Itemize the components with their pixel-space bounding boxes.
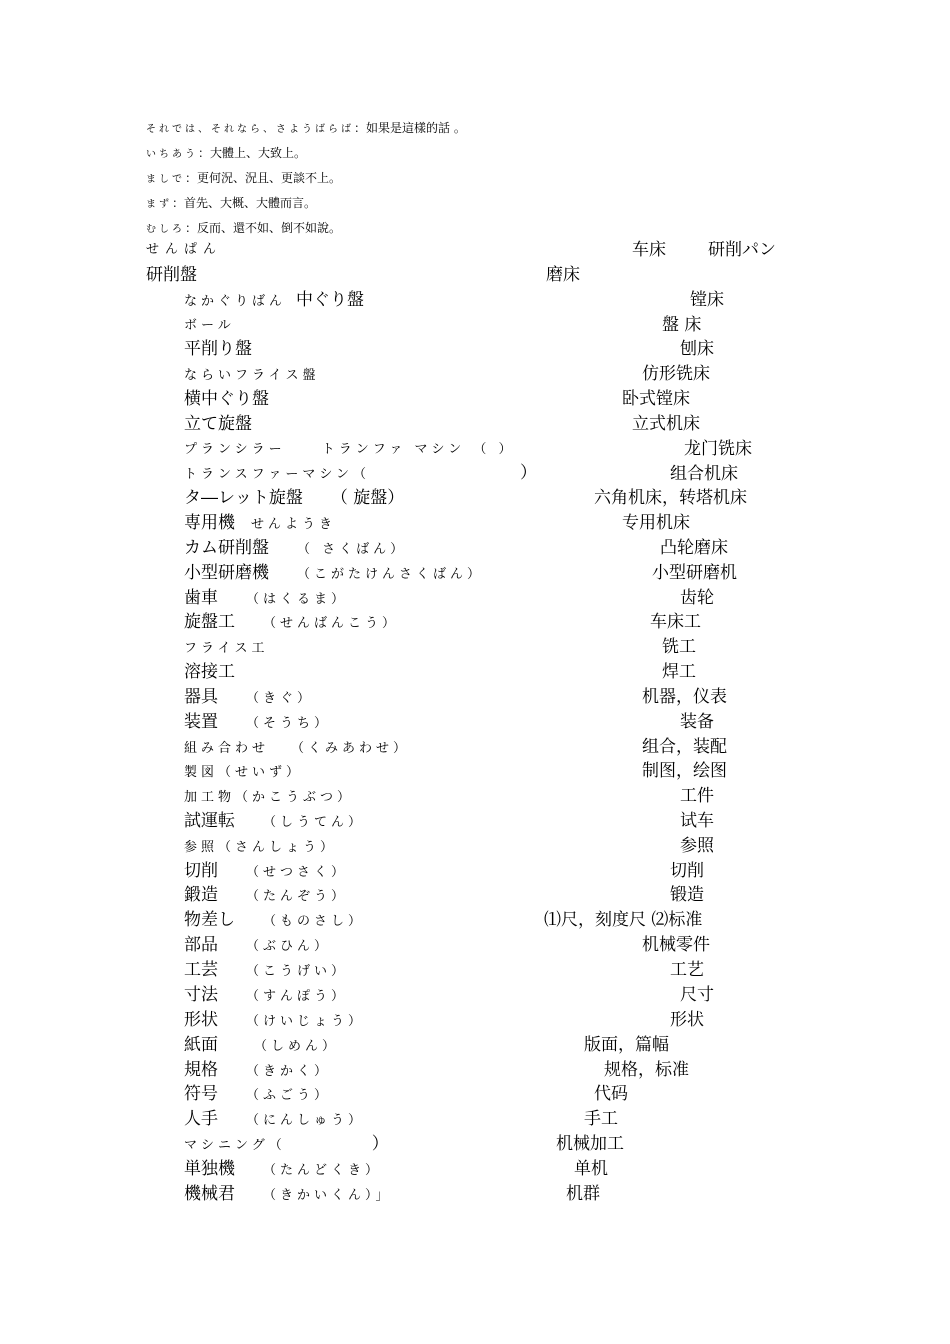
vocab-row: 旋盤工 （せんばんこう） [184, 612, 400, 632]
vocab-row: 器具 （きぐ） [184, 687, 315, 707]
vocab-meaning: 机器，仪表 [642, 687, 727, 707]
vocab-row: 横中ぐり盤 [184, 389, 269, 409]
vocab-row: 単独機 （たんどくき） [184, 1159, 383, 1179]
vocab-meaning: 龙门铣床 [684, 439, 752, 459]
vocab-meaning: 试车 [680, 811, 714, 831]
intro-line: それでは、それなら、さようばらば：如果是這樣的話 。 [146, 121, 466, 135]
vocab-meaning: 立式机床 [632, 414, 700, 434]
vocab-row: 専用機 せんようき [184, 513, 337, 533]
vocab-row: フライス工 [184, 641, 269, 656]
vocab-row: 製図（せいず） [184, 765, 304, 780]
vocab-meaning: 盤 床 [662, 315, 702, 335]
vocab-meaning: 齿轮 [680, 588, 714, 608]
vocab-meaning: 凸轮磨床 [660, 538, 728, 558]
vocab-meaning: 仿形铣床 [642, 364, 710, 384]
vocab-meaning: 专用机床 [622, 513, 690, 533]
vocab-row: カム研削盤 （ さくばん） [184, 538, 408, 558]
vocab-row: 歯車 （はくるま） [184, 588, 349, 608]
vocab-row: 試運転 （しうてん） [184, 811, 366, 831]
vocab-meaning: 尺寸 [680, 985, 714, 1005]
senban-reading: せんぱん [146, 242, 223, 257]
vocab-row: ならいフライス盤 [184, 368, 320, 383]
vocab-row: プランシラー トランファ マシン （ ） [184, 442, 516, 457]
vocab-meaning: 机械零件 [642, 935, 710, 955]
vocab-meaning: 装备 [680, 712, 714, 732]
vocab-meaning: 形状 [670, 1010, 704, 1030]
vocab-row: トランスファーマシン（ ） [184, 463, 538, 483]
vocab-meaning: 工件 [680, 786, 714, 806]
grinder-kana: 研削パン [708, 240, 776, 260]
grinder-term: 磨床 [546, 265, 580, 285]
vocab-meaning: 车床工 [650, 612, 701, 632]
vocab-row: 物差し （ものさし） [184, 910, 366, 930]
vocab-meaning: 工艺 [670, 960, 704, 980]
vocab-meaning: 参照 [680, 836, 714, 856]
vocab-row: 鍛造 （たんぞう） [184, 885, 349, 905]
vocab-row: 平削り盤 [184, 339, 252, 359]
vocab-row: 参照（さんしょう） [184, 840, 338, 855]
vocab-row: なかぐりばん 中ぐり盤 [184, 290, 365, 310]
vocab-row: 工芸 （こうげい） [184, 960, 349, 980]
vocab-meaning: 铣工 [662, 637, 696, 657]
vocab-meaning: 卧式镗床 [622, 389, 690, 409]
vocab-meaning: 刨床 [680, 339, 714, 359]
vocab-row: 寸法 （すんぽう） [184, 985, 349, 1005]
vocab-row: 溶接工 [184, 662, 235, 682]
vocab-row: 装置 （そうち） [184, 712, 332, 732]
vocab-meaning: 单机 [574, 1159, 608, 1179]
vocab-meaning: ⑴尺，刻度尺 ⑵标准 [544, 910, 703, 930]
vocab-meaning: 焊工 [662, 662, 696, 682]
vocab-row: 組み合わせ （くみあわせ） [184, 741, 411, 756]
vocab-meaning: 机械加工 [556, 1134, 624, 1154]
vocab-row: 加工物（かこうぶつ） [184, 790, 355, 805]
vocab-meaning: 机群 [566, 1184, 600, 1204]
vocab-meaning: 规格，标准 [604, 1060, 689, 1080]
vocab-meaning: 组合机床 [670, 464, 738, 484]
intro-line: いちあう：大體上、大致上。 [146, 146, 307, 160]
intro-line: ましで：更何況、況且、更談不上。 [146, 171, 342, 185]
vocab-row: 小型研磨機 （こがたけんさくばん） [184, 563, 485, 583]
intro-line: むしろ：反而、還不如、倒不如說。 [146, 221, 342, 235]
vocab-row: 紙面 （しめん） [184, 1035, 340, 1055]
vocab-row: ボール [184, 318, 235, 333]
vocab-row: 切削 （せつさく） [184, 861, 349, 881]
vocab-meaning: 镗床 [690, 290, 724, 310]
vocab-row: 立て旋盤 [184, 414, 252, 434]
vocab-row: 機械君 （きかいくん）」 [184, 1184, 393, 1204]
vocab-row: 形状 （けいじょう） [184, 1010, 366, 1030]
vocab-meaning: 版面，篇幅 [584, 1035, 669, 1055]
lathe-term: 车床 [632, 240, 666, 260]
vocab-meaning: 六角机床，转塔机床 [594, 488, 747, 508]
vocab-row: 部品 （ぶひん） [184, 935, 332, 955]
intro-line: まず：首先、大概、大體而言。 [146, 196, 317, 210]
vocab-row: マシニング（ ） [184, 1134, 389, 1154]
vocab-row: 人手 （にんしゅう） [184, 1109, 366, 1129]
vocab-meaning: 代码 [594, 1084, 628, 1104]
vocab-meaning: 切削 [670, 861, 704, 881]
vocab-meaning: 制图，绘图 [642, 761, 727, 781]
vocab-meaning: 组合，装配 [642, 737, 727, 757]
vocab-meaning: 小型研磨机 [652, 563, 737, 583]
vocab-meaning: 锻造 [670, 885, 704, 905]
vocab-row: 符号 （ふごう） [184, 1084, 332, 1104]
vocab-row: タ―レット旋盤 （ 旋盤） [184, 488, 405, 508]
vocab-meaning: 手工 [584, 1109, 618, 1129]
vocab-row: 規格 （きかく） [184, 1060, 332, 1080]
kensakuban-term: 研削盤 [146, 265, 197, 285]
